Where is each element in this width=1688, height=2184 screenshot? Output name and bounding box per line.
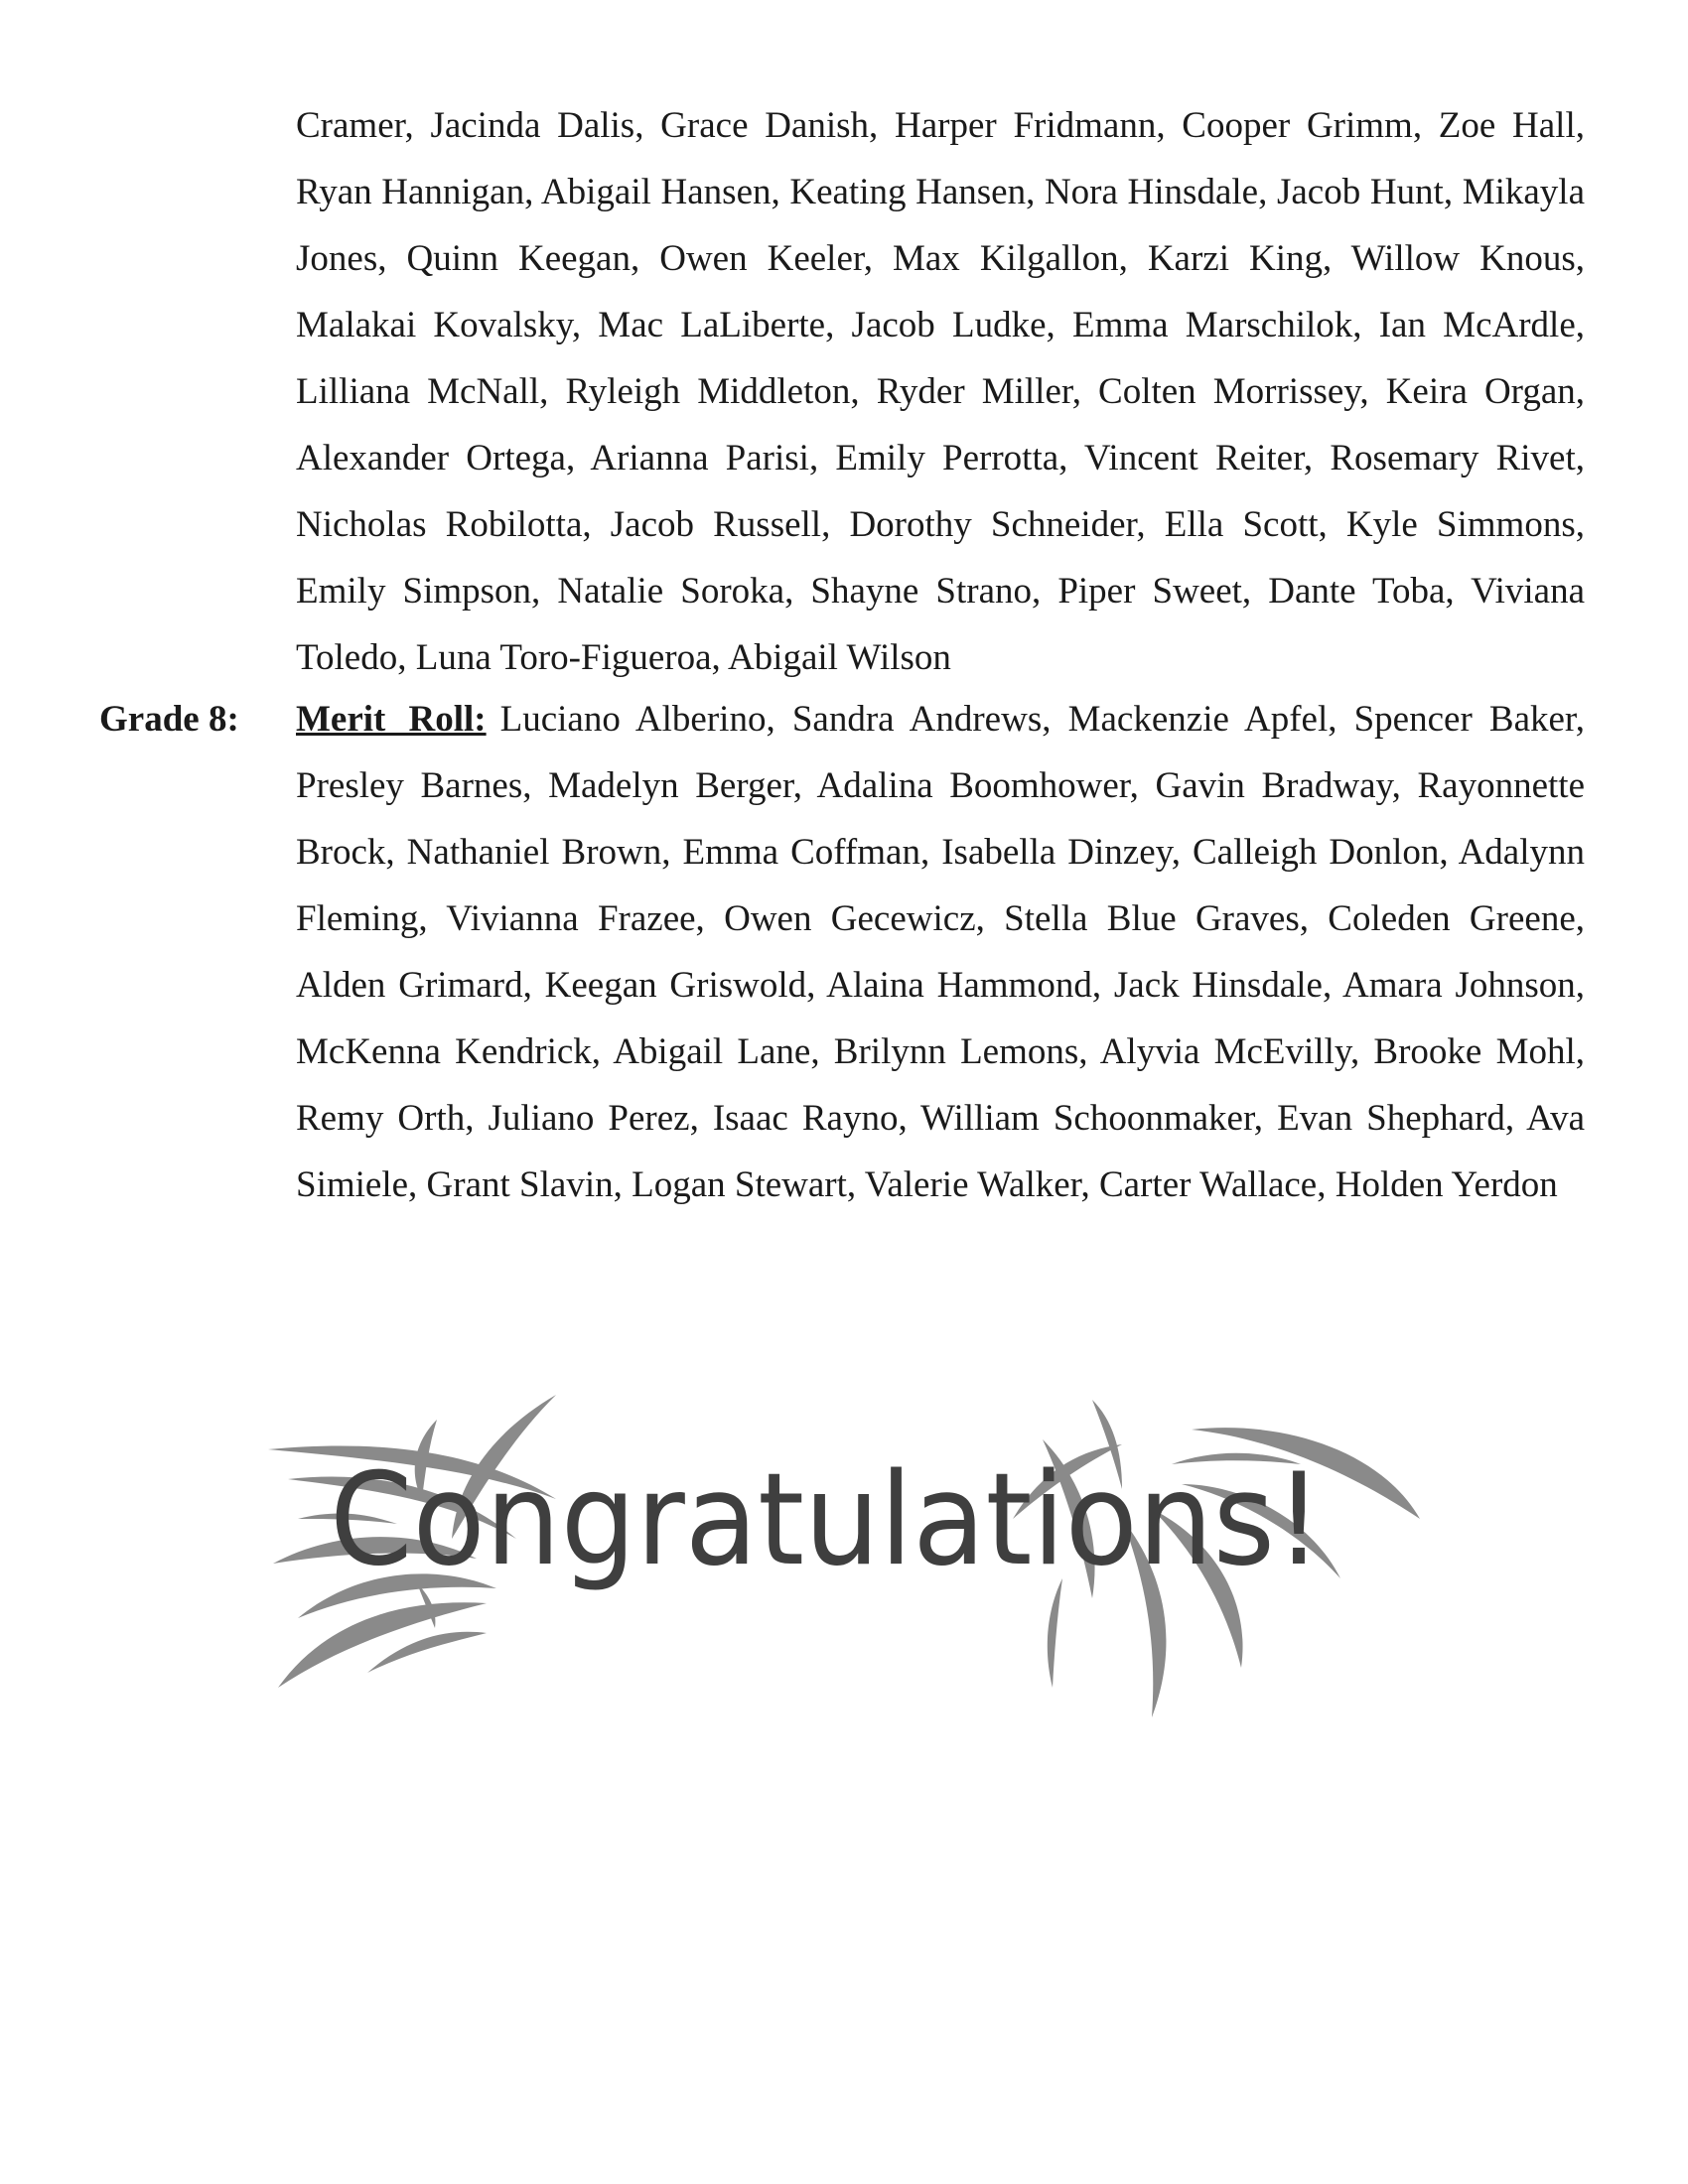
grade-8-label: Grade 8:: [99, 699, 239, 740]
grade-8-merit-names: Luciano Alberino, Sandra Andrews, Mackenzie Apfel, Spencer Baker, Presley Barnes, Madelyn Berger, Adalina Boomhower, Gavin Bradway, Rayonnette Brock, Nathaniel Brown, Emma Coffman, Isabella Dinzey, Calleigh Donlon, Adalynn Fleming, Vivianna Frazee, Owen Gecewicz, Stella Blue Graves, Coleden Greene, Alden Grimard, Keegan Griswold, Alaina Hammond, Jack Hinsdale, Amara Johnson, McKenna Kendrick, Abigail Lane, Brilynn Lemons, Alyvia McEvilly, Brooke Mohl, Remy Orth, Juliano Perez, Isaac Rayno, William Schoonmaker, Evan Shephard, Ava Simiele, Grant Slavin, Logan Stewart, Valerie Walker, Carter Wallace, Holden Yerdon: [296, 699, 1585, 1205]
congratulations-text: Congratulations!: [330, 1446, 1323, 1594]
congratulations-graphic: [258, 1390, 1430, 1717]
continued-name-list: Cramer, Jacinda Dalis, Grace Danish, Harper Fridmann, Cooper Grimm, Zoe Hall, Ryan Hannigan, Abigail Hansen, Keating Hansen, Nora Hinsdale, Jacob Hunt, Mikayla Jones, Quinn Keegan, Owen Keeler, Max Kilgallon, Karzi King, Willow Knous, Malakai Kovalsky, Mac LaLiberte, Jacob Ludke, Emma Marschilok, Ian McArdle, Lilliana McNall, Ryleigh Middleton, Ryder Miller, Colten Morrissey, Keira Organ, Alexander Ortega, Arianna Parisi, Emily Perrotta, Vincent Reiter, Rosemary Rivet, Nicholas Robilotta, Jacob Russell, Dorothy Schneider, Ella Scott, Kyle Simmons, Emily Simpson, Natalie Soroka, Shayne Strano, Piper Sweet, Dante Toba, Viviana Toledo, Luna Toro-Figueroa, Abigail Wilson: [296, 105, 1585, 678]
grade-8-merit-roll: [296, 686, 1585, 1218]
merit-roll-heading: Merit Roll:: [296, 699, 487, 740]
